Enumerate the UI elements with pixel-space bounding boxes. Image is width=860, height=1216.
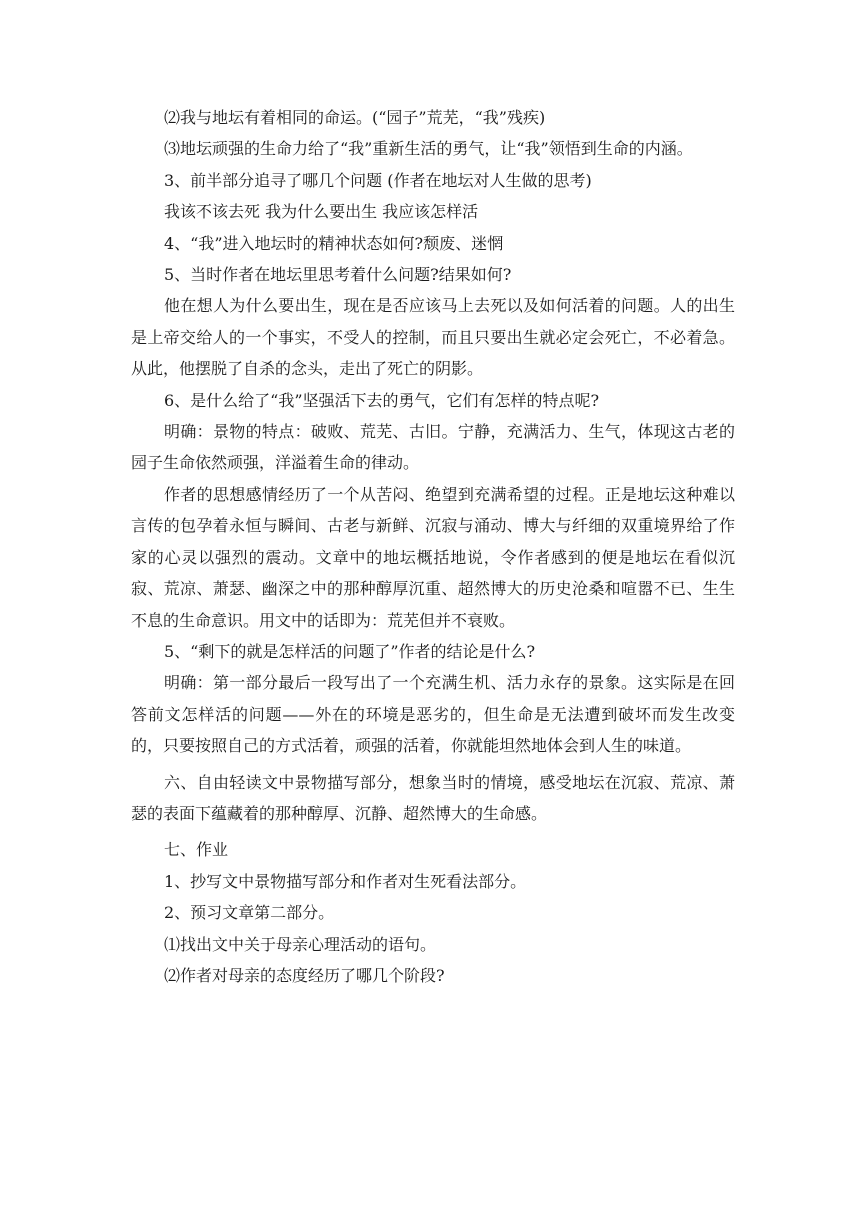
question-heading: 6、是什么给了“我”坚强活下去的勇气，它们有怎样的特点呢? — [164, 390, 600, 410]
list-item: ⑴找出文中关于母亲心理活动的语句。 — [164, 934, 437, 954]
question-heading: 5、“剩下的就是怎样活的问题了”作者的结论是什么? — [164, 641, 536, 661]
document-body — [131, 102, 735, 991]
list-item: ⑵作者对母亲的态度经历了哪几个阶段? — [164, 965, 445, 985]
paragraph: 我该不该去死 我为什么要出生 我应该怎样活 — [164, 202, 479, 222]
paragraph: 明确：景物的特点：破败、荒芜、古旧。宁静，充满活力、生气，体现这古老的园子生命依然顽强，洋溢着生命的律动。 — [131, 422, 735, 473]
paragraph: 明确：第一部分最后一段写出了一个充满生机、活力永存的景象。这实际是在回答前文怎样活的问题——外在的环境是恶劣的，但生命是无法遭到破坏而发生改变的，只要按照自己的方式活着，顽强的活着，你就能坦然地体会到人生的味道。 — [131, 673, 735, 756]
paragraph: 作者的思想感情经历了一个从苦闷、绝望到充满希望的过程。正是地坛这种难以言传的包孕着永恒与瞬间、古老与新鲜、沉寂与涌动、博大与纤细的双重境界给了作家的心灵以强烈的震动。文章中的地坛概括地说，令作者感到的便是地坛在看似沉寂、荒凉、萧瑟、幽深之中的那种醇厚沉重、超然博大的历史沧桑和喧嚣不已、生生不息的生命意识。用文中的话即为：荒芜但并不衰败。 — [131, 484, 735, 630]
question-heading: 4、“我”进入地坛时的精神状态如何?颓废、迷惘 — [164, 233, 504, 253]
paragraph: ⑵我与地坛有着相同的命运。(“园子”荒芜，“我”残疾) — [164, 108, 546, 127]
section-heading: 七、作业 — [164, 840, 229, 860]
section-heading: 六、自由轻读文中景物描写部分，想象当时的情境，感受地坛在沉寂、荒凉、萧瑟的表面下蕴藏着的那种醇厚、沉静、超然博大的生命感。 — [131, 772, 735, 823]
paragraph: ⑶地坛顽强的生命力给了“我”重新生活的勇气，让“我”领悟到生命的内涵。 — [164, 139, 693, 159]
list-item: 2、预习文章第二部分。 — [164, 903, 335, 923]
question-heading: 3、前半部分追寻了哪几个问题 (作者在地坛对人生做的思考) — [164, 170, 592, 190]
paragraph: 他在想人为什么要出生，现在是否应该马上去死以及如何活着的问题。人的出生是上帝交给人的一个事实，不受人的控制，而且只要出生就必定会死亡，不必着急。从此，他摆脱了自杀的念头，走出了死亡的阴影。 — [131, 296, 735, 379]
question-heading: 5、当时作者在地坛里思考着什么问题?结果如何? — [164, 265, 512, 285]
list-item: 1、抄写文中景物描写部分和作者对生死看法部分。 — [164, 871, 527, 891]
